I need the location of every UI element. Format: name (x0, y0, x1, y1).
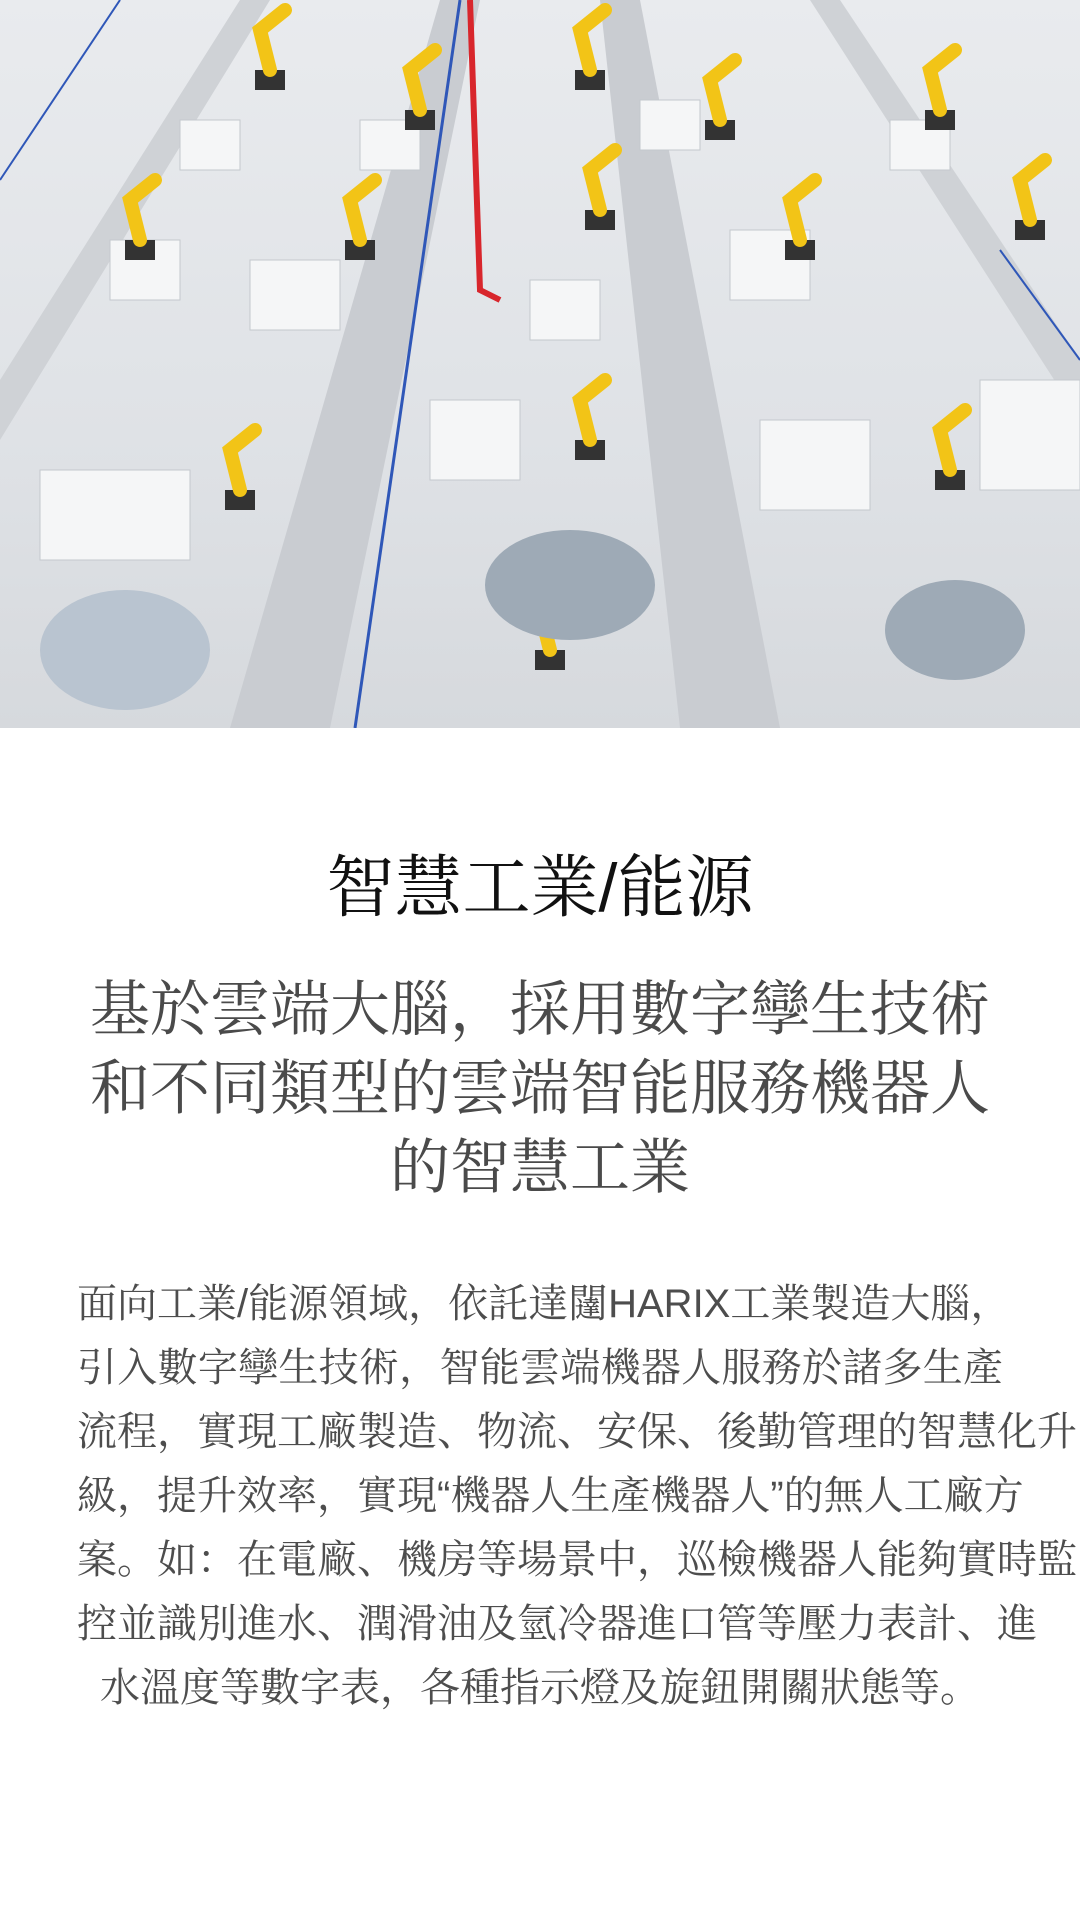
turntable (885, 580, 1025, 680)
description-line: 流程，實現工廠製造、物流、安保、後勤管理的智慧化升 (77, 1410, 1077, 1454)
robot-arm (575, 10, 605, 90)
workstation (760, 420, 870, 510)
workstation (40, 470, 190, 560)
subtitle-line: 基於雲端大腦，採用數字孿生技術 (90, 976, 990, 1043)
section-subtitle (0, 970, 1080, 1207)
robot-arm (255, 10, 285, 90)
description-line: 案。如：在電廠、機房等場景中，巡檢機器人能夠實時監 (77, 1538, 1077, 1582)
robot-arm (585, 150, 615, 230)
robot-arm (705, 60, 735, 140)
workstation (180, 120, 240, 170)
section-title: 智慧工業/能源 (326, 850, 754, 926)
robot-arm (345, 180, 375, 260)
conveyor (230, 0, 480, 728)
description-line: 控並識別進水、潤滑油及氫冷器進口管等壓力表計、進 (77, 1602, 1037, 1646)
robot-arm (575, 380, 605, 460)
description-line: 水溫度等數字表，各種指示燈及旋鈕開關狀態等。 (100, 1666, 980, 1710)
workstation (640, 100, 700, 150)
workstation (250, 260, 340, 330)
workstation (530, 280, 600, 340)
subtitle-line: 的智慧工業 (390, 1134, 690, 1201)
workstation (430, 400, 520, 480)
section-description (77, 1272, 1077, 1720)
floor-lane (0, 0, 120, 180)
robot-arm (785, 180, 815, 260)
robot-arm (925, 50, 955, 130)
description-line: 面向工業/能源領域，依託達闥HARIX工業製造大腦， (77, 1282, 1011, 1326)
turntable (40, 590, 210, 710)
factory-illustration (0, 0, 1080, 728)
workstation (980, 380, 1080, 490)
description-line: 引入數字孿生技術，智能雲端機器人服務於諸多生產 (77, 1346, 1003, 1390)
robot-arm (225, 430, 255, 510)
subtitle-line: 和不同類型的雲端智能服務機器人 (90, 1055, 990, 1122)
hero-image-factory (0, 0, 1080, 728)
red-pipe (470, 0, 500, 300)
robot-arm (935, 410, 965, 490)
robot-arm (1015, 160, 1045, 240)
turntable (485, 530, 655, 640)
robot-arm (125, 180, 155, 260)
description-line: 級，提升效率，實現“機器人生產機器人”的無人工廠方 (77, 1474, 1024, 1518)
